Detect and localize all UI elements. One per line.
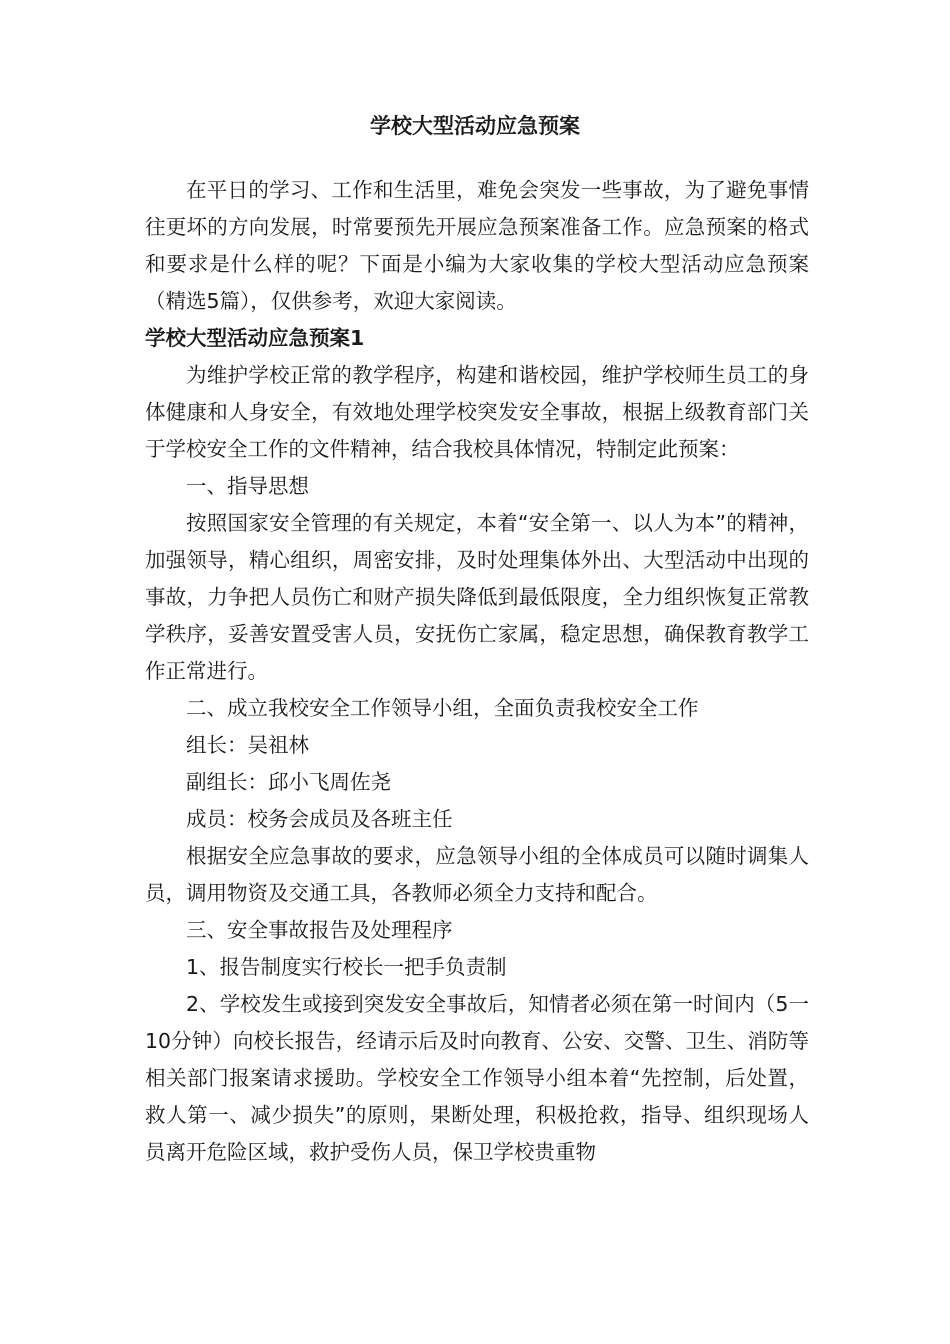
subheading-report-procedure: 三、安全事故报告及处理程序	[186, 918, 453, 942]
document-title: 学校大型活动应急预案	[370, 114, 580, 138]
emergency-group-paragraph: 根据安全应急事故的要求，应急领导小组的全体成员可以随时调集人员，调用物资及交通工具，各教师必须全力支持和配合。	[145, 844, 809, 905]
members-line: 成员：校务会成员及各班主任	[186, 807, 453, 831]
guiding-ideology-paragraph: 按照国家安全管理的有关规定，本着“安全第一、以人为本”的精神，加强领导，精心组织，周密安排，及时处理集体外出、大型活动中出现的事故，力争把人员伤亡和财产损失降低到最低限度，全力组织恢复正常教学秩序，妥善安置受害人员，安抚伤亡家属，稳定思想，确保教育教学工作正常进行。	[145, 511, 809, 683]
document-body	[145, 172, 809, 1171]
report-item-1: 1、报告制度实行校长一把手负责制	[186, 955, 507, 979]
report-item-2: 2、学校发生或接到突发安全事故后，知情者必须在第一时间内（5一10分钟）向校长报告，经请示后及时向教育、公安、交警、卫生、消防等相关部门报案请求援助。学校安全工作领导小组本着“先控制，后处置，救人第一、减少损失”的原则，果断处理，积极抢救，指导、组织现场人员离开危险区域，救护受伤人员，保卫学校贵重物	[145, 992, 809, 1164]
subheading-guiding-ideology: 一、指导思想	[186, 474, 309, 498]
group-leader-line: 组长：吴祖林	[186, 733, 309, 757]
section-heading-1: 学校大型活动应急预案1	[145, 326, 365, 350]
purpose-paragraph: 为维护学校正常的教学程序，构建和谐校园，维护学校师生员工的身体健康和人身安全，有效地处理学校突发安全事故，根据上级教育部门关于学校安全工作的文件精神，结合我校具体情况，特制定此预案：	[145, 363, 809, 461]
intro-paragraph: 在平日的学习、工作和生活里，难免会突发一些事故，为了避免事情往更坏的方向发展，时常要预先开展应急预案准备工作。应急预案的格式和要求是什么样的呢？下面是小编为大家收集的学校大型活动应急预案（精选5篇），仅供参考，欢迎大家阅读。	[145, 178, 809, 313]
subheading-leadership-group: 二、成立我校安全工作领导小组，全面负责我校安全工作	[186, 696, 699, 720]
deputy-leader-line: 副组长：邱小飞周佐尧	[186, 770, 391, 794]
